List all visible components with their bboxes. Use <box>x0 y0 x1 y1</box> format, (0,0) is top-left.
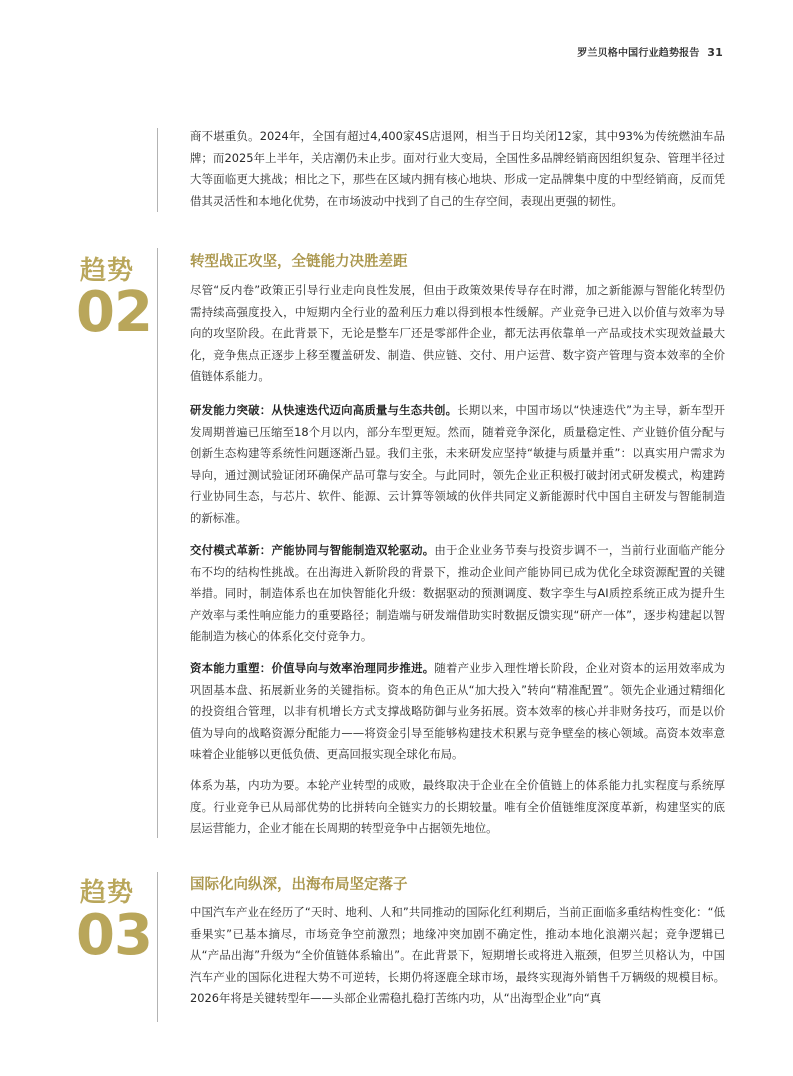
report-title: 罗兰贝格中国行业趋势报告 <box>577 48 700 59</box>
divider-rule-trend03 <box>157 872 158 1022</box>
rd-body: 长期以来，中国市场以“快速迭代”为主导，新车型开发周期普遍已压缩至18个月以内，部分车型更短。然而，随着竞争深化，质量稳定性、产业链价值分配与创新生态构建等系统性问题逐渐凸显。我们主张，未来研发应坚持“敏捷与质量并重”：以真实用户需求为导向，通过测试验证闭环确保产品可靠与安全。与此同时，领先企业正积极打破封闭式研发模式，构建跨行业协同生态，与芯片、软件、能源、云计算等领域的伙伴共同定义新能源时代中国自主研发与智能制造的新标准。 <box>190 403 725 525</box>
trend03-paragraph-1: 中国汽车产业在经历了“天时、地利、人和”共同推动的国际化红利期后，当前正面临多重结构性变化：“低垂果实”已基本摘尽，市场竞争空前激烈；地缘冲突加剧不确定性，推动本地化浪潮兴起；竞争逻辑已从“产品出海”升级为“全价值链体系输出”。在此背景下，短期增长或将进入瓶颈，但罗兰贝格认为，中国汽车产业的国际化进程大势不可逆转，长期仍将逐鹿全球市场，最终实现海外销售千万辆级的规模目标。2026年将是关键转型年——头部企业需稳扎稳打苦练内功，从“出海型企业”向“真 <box>190 905 725 1006</box>
divider-rule-intro <box>157 128 158 212</box>
trend-number-03: 03 <box>76 903 152 968</box>
trend02-paragraph-rd <box>190 400 725 530</box>
rd-lead: 研发能力突破：从快速迭代迈向高质量与生态共创。 <box>190 403 458 417</box>
section-title-03: 国际化向纵深，出海布局坚定落子 <box>190 877 408 893</box>
trend02-paragraph-conclusion: 体系为基，内功为要。本轮产业转型的成败，最终取决于企业在全价值链上的体系能力扎实程度与系统厚度。行业竞争已从局部优势的比拼转向全链实力的长期较量。唯有全价值链维度深度革新，构建坚实的底层运营能力，企业才能在长周期的转型竞争中占据领先地位。 <box>190 778 725 836</box>
section-title-02: 转型战正攻坚，全链能力决胜差距 <box>190 254 408 270</box>
running-header <box>577 44 723 59</box>
page-number: 31 <box>707 46 723 59</box>
trend-label-03: 趋势 <box>80 878 135 908</box>
divider-rule-trend02 <box>157 248 158 838</box>
trend02-paragraph-delivery <box>190 540 725 648</box>
capital-lead: 资本能力重塑：价值导向与效率治理同步推进。 <box>190 661 435 675</box>
trend-label-02: 趋势 <box>80 256 135 286</box>
delivery-body: 由于企业业务节奏与投资步调不一，当前行业面临产能分布不均的结构性挑战。在出海进入新阶段的背景下，推动企业间产能协同已成为优化全球资源配置的关键举措。同时，制造体系也在加快智能化升级：数据驱动的预测调度、数字孪生与AI质控系统正成为提升生产效率与柔性响应能力的重要路径；制造端与研发端借助实时数据反馈实现“研产一体”，逐步构建起以智能制造为核心的体系化交付竞争力。 <box>190 543 725 644</box>
trend02-paragraph-1: 尽管“反内卷”政策正引导行业走向良性发展，但由于政策效果传导存在时滞，加之新能源与智能化转型仍需持续高强度投入，中短期内全行业的盈利压力难以得到根本性缓解。产业竞争已进入以价值与效率为导向的攻坚阶段。在此背景下，无论是整车厂还是零部件企业，都无法再依靠单一产品或技术实现效益最大化，竞争焦点正逐步上移至覆盖研发、制造、供应链、交付、用户运营、数字资产管理与资本效率的全价值链体系能力。 <box>190 283 725 384</box>
intro-paragraph: 商不堪重负。2024年，全国有超过4,400家4S店退网，相当于日均关闭12家，其中93%为传统燃油车品牌；而2025年上半年，关店潮仍未止步。面对行业大变局，全国性多品牌经销商因组织复杂、管理半径过大等面临更大挑战；相比之下，那些在区域内拥有核心地块、形成一定品牌集中度的中型经销商，反而凭借其灵活性和本地化优势，在市场波动中找到了自己的生存空间，表现出更强的韧性。 <box>190 129 725 208</box>
capital-body: 随着产业步入理性增长阶段，企业对资本的运用效率成为巩固基本盘、拓展新业务的关键指标。资本的角色正从“加大投入”转向“精准配置”。领先企业通过精细化的投资组合管理，以非有机增长方式支撑战略防御与业务拓展。资本效率的核心并非财务技巧，而是以价值为导向的战略资源分配能力——将资金引导至能够构建技术积累与竞争壁垒的核心领域。高资本效率意味着企业能够以更低负债、更高回报实现全球化布局。 <box>190 661 725 762</box>
delivery-lead: 交付模式革新：产能协同与智能制造双轮驱动。 <box>190 543 435 557</box>
trend-number-02: 02 <box>76 280 152 345</box>
trend02-paragraph-capital <box>190 658 725 766</box>
